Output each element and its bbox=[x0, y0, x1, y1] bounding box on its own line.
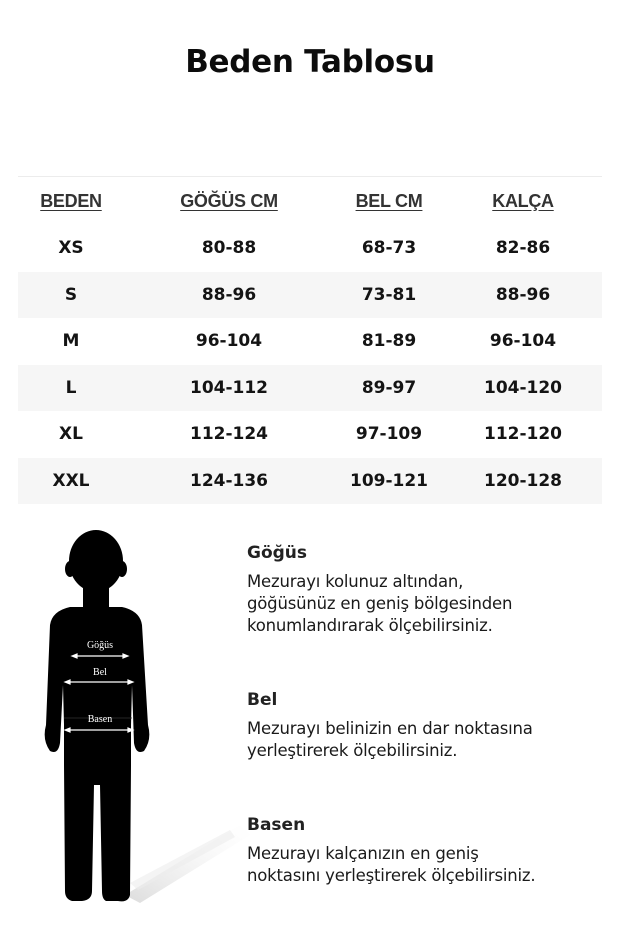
waist-cell: 89-97 bbox=[361, 377, 417, 398]
guide-line: konumlandırarak ölçebilirsiniz. bbox=[247, 616, 493, 635]
hip-cell: 112-120 bbox=[483, 424, 563, 445]
body-measurement-figure bbox=[30, 525, 250, 910]
table-row bbox=[18, 225, 602, 272]
table-row bbox=[18, 458, 602, 505]
chest-cell: 104-112 bbox=[189, 377, 269, 398]
guide-line: Mezurayı belinizin en dar noktasına bbox=[247, 719, 533, 738]
table-row bbox=[18, 365, 602, 412]
size-table bbox=[18, 176, 602, 504]
waist-cell: 68-73 bbox=[361, 238, 417, 259]
guide-heading: Basen bbox=[247, 815, 306, 835]
guide-line: yerleştirerek ölçebilirsiniz. bbox=[247, 741, 458, 760]
size-cell: XXL bbox=[52, 470, 90, 491]
waist-cell: 81-89 bbox=[361, 331, 417, 352]
chest-cell: 96-104 bbox=[195, 331, 263, 352]
size-cell: S bbox=[64, 284, 78, 305]
hip-cell: 88-96 bbox=[495, 284, 551, 305]
chest-cell: 80-88 bbox=[201, 238, 257, 259]
guide-description bbox=[247, 571, 607, 637]
hip-cell: 104-120 bbox=[483, 377, 563, 398]
waist-label: Bel bbox=[93, 667, 107, 678]
table-row bbox=[18, 318, 602, 365]
header-chest: GÖĞÜS CM bbox=[180, 190, 278, 211]
waist-cell: 109-121 bbox=[349, 470, 429, 491]
waist-cell: 97-109 bbox=[355, 424, 423, 445]
guide-heading: Göğüs bbox=[247, 543, 308, 563]
guide-description bbox=[247, 718, 607, 762]
hip-cell: 96-104 bbox=[489, 331, 557, 352]
hip-cell: 120-128 bbox=[483, 470, 563, 491]
header-size: BEDEN bbox=[40, 190, 102, 211]
chest-label: Göğüs bbox=[86, 640, 114, 651]
hip-cell: 82-86 bbox=[495, 238, 551, 259]
guide-description bbox=[247, 843, 607, 887]
guide-chest bbox=[247, 543, 607, 637]
page-title: Beden Tablosu bbox=[185, 44, 435, 80]
table-header-row bbox=[18, 177, 602, 225]
guide-hip bbox=[247, 815, 607, 887]
size-cell: XS bbox=[58, 238, 84, 259]
guide-line: Mezurayı kolunuz altından, bbox=[247, 572, 464, 591]
header-waist: BEL CM bbox=[355, 190, 423, 211]
body-silhouette-icon bbox=[30, 525, 250, 910]
table-row bbox=[18, 272, 602, 319]
header-hip: KALÇA bbox=[492, 190, 554, 211]
size-cell: XL bbox=[59, 424, 83, 445]
chest-cell: 112-124 bbox=[189, 424, 269, 445]
guide-line: noktasını yerleştirerek ölçebilirsiniz. bbox=[247, 866, 536, 885]
waist-cell: 73-81 bbox=[361, 284, 417, 305]
guide-waist bbox=[247, 690, 607, 762]
hip-label: Basen bbox=[87, 714, 113, 725]
table-row bbox=[18, 411, 602, 458]
guide-line: Mezurayı kalçanızın en geniş bbox=[247, 844, 479, 863]
size-cell: M bbox=[62, 331, 80, 352]
guide-line: göğüsünüz en geniş bölgesinden bbox=[247, 594, 513, 613]
chest-cell: 88-96 bbox=[201, 284, 257, 305]
guide-heading: Bel bbox=[247, 690, 278, 710]
size-cell: L bbox=[65, 377, 77, 398]
chest-cell: 124-136 bbox=[189, 470, 269, 491]
